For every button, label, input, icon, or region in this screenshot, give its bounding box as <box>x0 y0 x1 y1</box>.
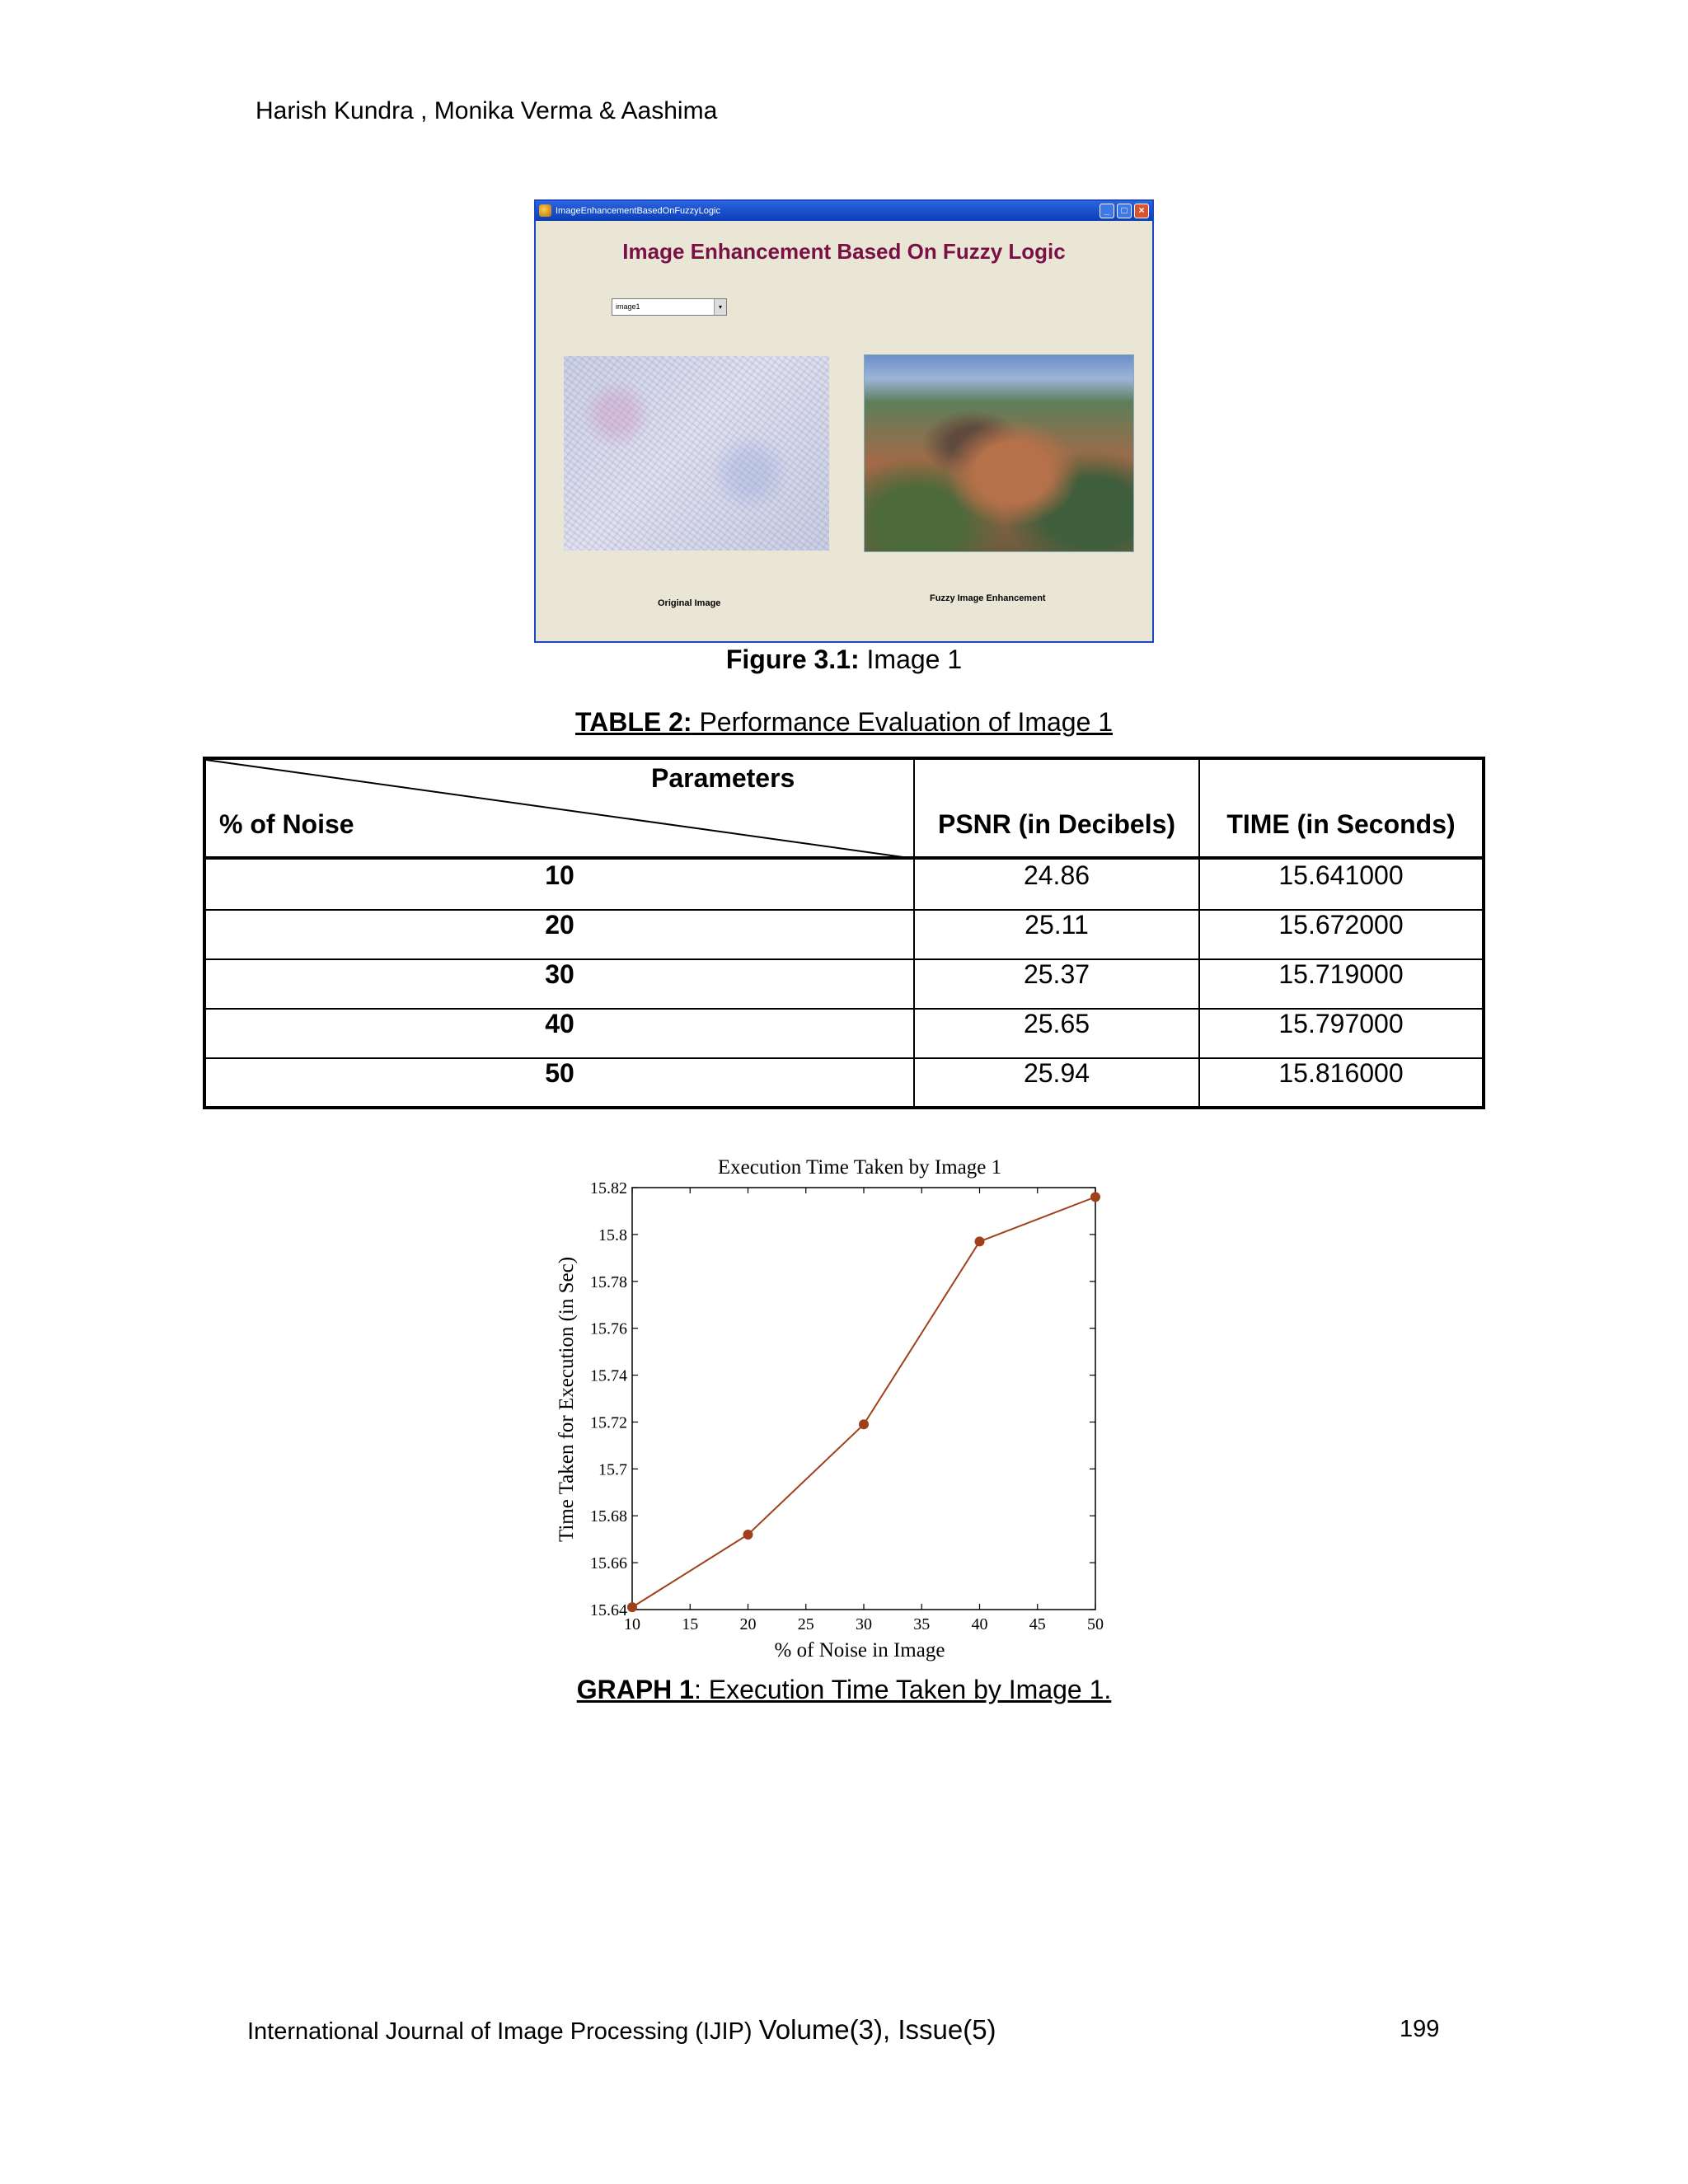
data-point <box>859 1419 869 1429</box>
y-tick-label: 15.7 <box>598 1460 627 1479</box>
footer-journal <box>247 2014 996 2046</box>
figure-caption-label: Figure 3.1: <box>725 644 860 674</box>
header-parameters: Parameters <box>651 763 795 793</box>
table-cell-psnr: 25.65 <box>1023 1009 1090 1038</box>
y-tick-label: 15.78 <box>590 1272 627 1291</box>
y-tick-label: 15.82 <box>590 1179 627 1197</box>
y-tick-label: 15.72 <box>590 1413 627 1432</box>
table-cell-noise: 40 <box>545 1009 574 1038</box>
series-line <box>632 1197 1095 1607</box>
table-cell-psnr: 25.37 <box>1023 959 1090 989</box>
graph-caption-text: : Execution Time Taken by Image 1. <box>693 1675 1112 1704</box>
table-cell-time: 15.641000 <box>1278 860 1404 890</box>
table-cell-psnr: 25.11 <box>1025 910 1089 940</box>
table-cell-psnr: 24.86 <box>1023 860 1090 890</box>
page-number: 199 <box>1400 2016 1440 2042</box>
minimize-icon: _ <box>1100 204 1114 218</box>
header-psnr: PSNR (in Decibels) <box>937 809 1176 839</box>
x-tick-label: 50 <box>1087 1615 1104 1633</box>
y-tick-label: 15.64 <box>590 1601 627 1619</box>
x-tick-label: 40 <box>971 1615 988 1633</box>
graph-caption <box>0 1675 1688 1705</box>
x-tick-label: 35 <box>913 1615 931 1633</box>
table-cell-time: 15.797000 <box>1278 1009 1404 1038</box>
x-tick-label: 20 <box>739 1615 757 1633</box>
graph-caption-label: GRAPH 1 <box>576 1675 694 1704</box>
y-tick-label: 15.76 <box>590 1319 627 1338</box>
gui-app-heading: Image Enhancement Based On Fuzzy Logic <box>622 239 1066 264</box>
data-point <box>743 1530 753 1540</box>
y-tick-label: 15.8 <box>598 1226 627 1244</box>
chart-xlabel: % of Noise in Image <box>774 1639 945 1661</box>
original-image-caption: Original Image <box>658 598 721 608</box>
chevron-down-icon: ▾ <box>714 299 726 315</box>
close-icon: × <box>1134 204 1149 218</box>
table-caption-label: TABLE 2: <box>574 707 692 737</box>
header-time: TIME (in Seconds) <box>1226 809 1456 839</box>
y-tick-label: 15.66 <box>590 1554 627 1573</box>
table-caption-text: Performance Evaluation of Image 1 <box>692 707 1114 737</box>
table-cell-time: 15.719000 <box>1278 959 1404 989</box>
gui-image-select-value: image1 <box>616 302 640 311</box>
x-tick-label: 25 <box>797 1615 814 1633</box>
chart-ylabel: Time Taken for Execution (in Sec) <box>556 1256 578 1543</box>
table-cell-time: 15.816000 <box>1278 1058 1404 1088</box>
running-header: Harish Kundra , Monika Verma & Aashima <box>256 97 718 124</box>
table-cell-noise: 10 <box>545 860 574 890</box>
x-tick-label: 10 <box>624 1615 640 1633</box>
table-cell-time: 15.672000 <box>1278 910 1404 940</box>
data-point <box>1090 1192 1100 1202</box>
y-tick-label: 15.74 <box>590 1366 627 1385</box>
table-cell-noise: 20 <box>545 910 574 940</box>
maximize-icon: □ <box>1117 204 1132 218</box>
footer-volume: Volume(3), Issue(5) <box>758 2014 996 2045</box>
y-tick-label: 15.68 <box>590 1507 627 1526</box>
enhanced-image-caption: Fuzzy Image Enhancement <box>930 593 1046 603</box>
x-tick-label: 30 <box>856 1615 872 1633</box>
x-tick-label: 45 <box>1029 1615 1046 1633</box>
table-cell-noise: 30 <box>545 959 574 989</box>
figure-caption-text: Image 1 <box>859 644 963 674</box>
gui-window-title: ImageEnhancementBasedOnFuzzyLogic <box>556 206 720 216</box>
header-noise: % of Noise <box>219 809 354 839</box>
table-cell-psnr: 25.94 <box>1023 1058 1090 1088</box>
x-tick-label: 15 <box>682 1615 699 1633</box>
chart-title: Execution Time Taken by Image 1 <box>717 1156 1002 1179</box>
footer-journal-name: International Journal of Image Processing (IJIP) <box>247 2018 759 2045</box>
data-point <box>975 1236 985 1246</box>
table-cell-noise: 50 <box>545 1058 574 1088</box>
chart-plot-frame <box>632 1188 1095 1610</box>
data-point <box>627 1602 637 1612</box>
